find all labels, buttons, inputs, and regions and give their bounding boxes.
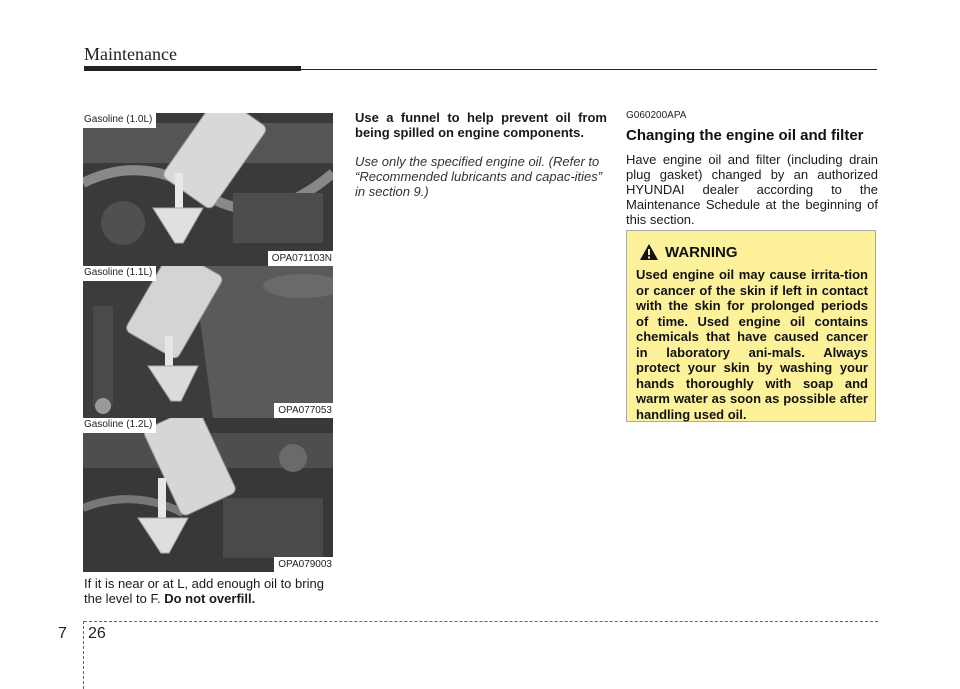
footer-divider — [84, 621, 878, 622]
header-rule-thin — [301, 69, 877, 70]
warning-box — [626, 230, 876, 422]
funnel-notes — [355, 110, 607, 199]
warning-triangle-icon — [639, 243, 659, 261]
instruction-text: If it is near or at L, add enough oil to bring the level to F. — [84, 576, 324, 606]
section-body: Have engine oil and filter (including drain plug gasket) changed by an authorized HYUNDAI dealer according to the Maintenance Schedule at the beginning of this section. — [626, 152, 878, 227]
instruction-emphasis: Do not overfill. — [164, 591, 256, 606]
engine-illustration-3 — [83, 418, 333, 572]
engine-photo-1 — [83, 113, 333, 266]
engine-photo-2 — [83, 266, 333, 418]
photo-label: Gasoline (1.2L) — [83, 418, 156, 433]
section-title: Maintenance — [84, 44, 177, 64]
warning-text: Used engine oil may cause irrita-tion or cancer of the skin if left in contact with the skin for prolonged periods of time. Used engine oil contains chemicals that have caused cancer in laboratory ani-mals. Always protect your skin by washing your hands thoroughly with soap and warm water as soon as possible after handling used oil. — [636, 267, 868, 422]
oil-change-section — [626, 110, 878, 227]
photo-code: OPA079003 — [274, 557, 333, 572]
photo-code: OPA077053 — [274, 403, 333, 418]
engine-illustration-2 — [83, 266, 333, 418]
header-rule-thick — [84, 66, 301, 71]
oil-spec-note: Use only the specified engine oil. (Refer to “Recommended lubricants and capac-ities” in section 9.) — [355, 154, 603, 199]
page-number: 26 — [88, 625, 106, 642]
section-heading: Changing the engine oil and filter — [626, 127, 864, 144]
warning-title: WARNING — [665, 244, 738, 261]
footer-vertical-divider — [83, 621, 84, 689]
oil-level-instruction — [84, 576, 336, 606]
chapter-number: 7 — [58, 625, 67, 642]
engine-illustration-1 — [83, 113, 333, 266]
photo-label: Gasoline (1.1L) — [83, 266, 156, 281]
section-code: G060200APA — [626, 110, 687, 121]
photo-code: OPA071103N — [268, 251, 333, 266]
funnel-instruction: Use a funnel to help prevent oil from being spilled on engine components. — [355, 110, 607, 140]
engine-photo-3 — [83, 418, 333, 572]
photo-label: Gasoline (1.0L) — [83, 113, 156, 128]
